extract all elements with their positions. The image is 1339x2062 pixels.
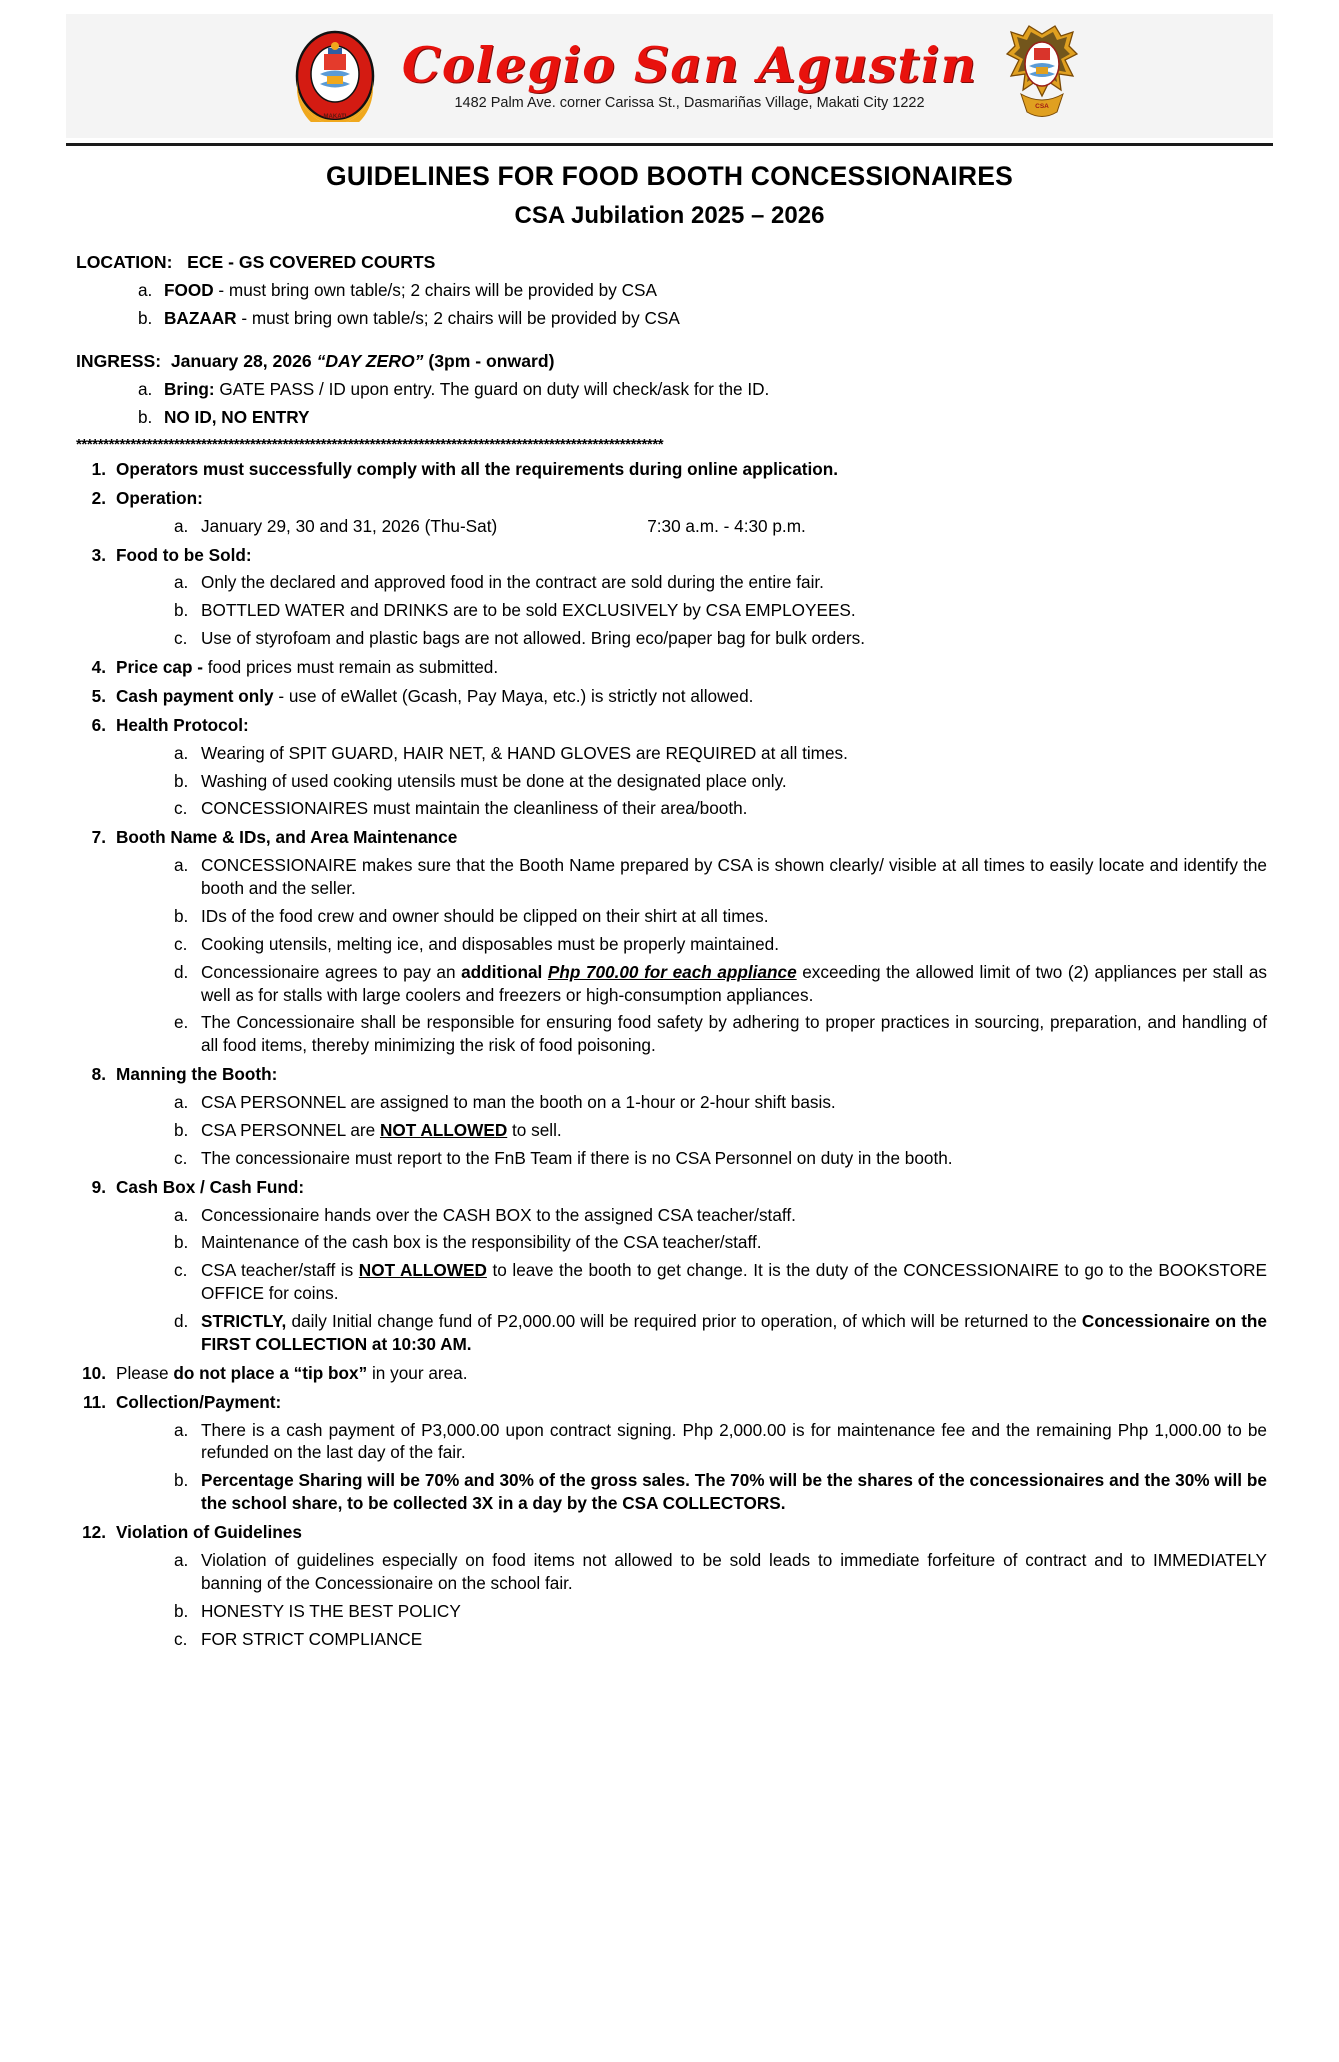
list-marker: c. xyxy=(174,1628,188,1649)
guideline-heading: Violation of Guidelines xyxy=(116,1522,302,1542)
list-marker: b. xyxy=(174,1232,189,1253)
text-run: Wearing of SPIT GUARD, HAIR NET, & HAND GLOVES are REQUIRED at all times. xyxy=(201,742,848,763)
guideline-sublist xyxy=(116,854,1267,1057)
rest-text: - must bring own table/s; 2 chairs will be provided by CSA xyxy=(213,279,657,300)
list-item xyxy=(116,515,1267,538)
text-run: Violation of guidelines especially on food items not allowed to be sold leads to immediate forfeiture of contract and to IMMEDIATELY banning of the Concessionaire on the school fair. xyxy=(201,1549,1267,1593)
list-item xyxy=(134,378,1267,401)
asterisk-divider: ************************************************************************************************************ xyxy=(76,436,664,452)
list-item xyxy=(116,627,1267,650)
list-marker: a. xyxy=(174,1419,189,1440)
list-item xyxy=(116,599,1267,622)
list-marker: a. xyxy=(174,742,189,763)
list-text xyxy=(201,1147,1267,1170)
text-run: Washing of used cooking utensils must be done at the designated place only. xyxy=(201,770,787,791)
ingress-heading xyxy=(76,350,1267,373)
guideline-sublist xyxy=(116,515,1267,538)
text-run: daily Initial change fund of P2,000.00 will be required prior to operation, of which will be returned to the xyxy=(286,1311,1082,1331)
guideline-sublist xyxy=(116,1204,1267,1356)
guideline-content xyxy=(116,1391,1267,1515)
list-item xyxy=(116,905,1267,928)
svg-text:CSA: CSA xyxy=(1035,103,1050,110)
text-run: food prices must remain as submitted. xyxy=(207,657,499,677)
list-text xyxy=(201,1419,1267,1465)
rest-text: GATE PASS / ID upon entry. The guard on duty will check/ask for the ID. xyxy=(214,379,770,400)
list-text xyxy=(201,1600,1267,1623)
header-divider-rule xyxy=(66,143,1273,146)
list-text xyxy=(201,1259,1267,1305)
list-marker: a. xyxy=(174,1204,189,1225)
guideline-content xyxy=(116,1063,1267,1170)
text-run: Concessionaire hands over the CASH BOX to the assigned CSA teacher/staff. xyxy=(201,1204,796,1225)
guideline-item xyxy=(76,714,1267,821)
guideline-item xyxy=(76,1176,1267,1356)
guideline-number: 7. xyxy=(91,827,106,848)
list-marker: c. xyxy=(174,798,188,819)
letterhead-banner xyxy=(66,14,1273,138)
guideline-content xyxy=(116,1362,1267,1385)
ingress-sublist xyxy=(134,378,1267,429)
list-item xyxy=(116,961,1267,1007)
list-text xyxy=(201,571,1267,594)
guidelines-list xyxy=(76,458,1267,1651)
bold-lead: Bring: xyxy=(164,379,215,400)
list-item xyxy=(134,406,1267,429)
text-run: Please xyxy=(116,1362,174,1383)
guideline-sublist xyxy=(116,571,1267,650)
list-text xyxy=(201,1469,1267,1515)
location-value: ECE - GS COVERED COURTS xyxy=(187,251,436,272)
list-text xyxy=(164,378,1267,401)
guideline-heading xyxy=(116,656,1267,679)
guideline-heading: Collection/Payment: xyxy=(116,1391,282,1412)
guideline-content xyxy=(116,1176,1267,1356)
guideline-content xyxy=(116,1521,1267,1650)
list-text xyxy=(201,515,1267,538)
list-marker: a. xyxy=(138,279,153,300)
list-item xyxy=(134,279,1267,302)
list-text xyxy=(201,797,1267,820)
text-run: CSA teacher/staff is xyxy=(201,1260,359,1281)
location-label: LOCATION: xyxy=(76,251,173,272)
text-run: Cooking utensils, melting ice, and disposables must be properly maintained. xyxy=(201,933,780,954)
list-marker: a. xyxy=(138,379,153,400)
text-run: Concessionaire on the FIRST COLLECTION at 10:30 AM. xyxy=(201,1311,1267,1354)
list-text xyxy=(201,1011,1267,1057)
list-marker: a. xyxy=(174,515,189,536)
text-run: HONESTY IS THE BEST POLICY xyxy=(201,1600,461,1621)
school-identity xyxy=(401,36,978,111)
list-text xyxy=(164,406,1267,429)
list-marker: b. xyxy=(138,407,153,427)
list-marker: a. xyxy=(174,855,189,876)
list-text xyxy=(201,1091,1267,1114)
text-run: CONCESSIONAIRE makes sure that the Booth Name prepared by CSA is shown clearly/ visible at all times to easily locate and identify the booth and the seller. xyxy=(201,855,1267,898)
guideline-item xyxy=(76,1063,1267,1170)
list-item xyxy=(116,742,1267,765)
text-run: exceeding the allowed limit of two (2) appliances per stall as well as for stalls with large coolers and freezers or high-consumption appliances. xyxy=(201,961,1267,1005)
list-text xyxy=(201,854,1267,900)
list-text xyxy=(201,905,1267,928)
guideline-number: 8. xyxy=(91,1064,106,1085)
guideline-heading: Cash Box / Cash Fund: xyxy=(116,1176,305,1197)
guideline-content xyxy=(116,458,1267,481)
list-marker: e. xyxy=(174,1012,189,1033)
text-run: CSA PERSONNEL are xyxy=(201,1119,380,1140)
list-marker: c. xyxy=(174,1260,188,1281)
text-run: NOT ALLOWED xyxy=(358,1260,487,1281)
text-run: January 29, 30 and 31, 2026 (Thu-Sat) xyxy=(201,515,498,536)
text-run: to leave the booth to get change. It is the duty of the CONCESSIONAIRE to go to the BOOKSTORE OFFICE for coins. xyxy=(201,1260,1267,1304)
ingress-label: INGRESS: xyxy=(76,350,162,371)
list-text xyxy=(201,1119,1267,1142)
augustinian-crest-icon xyxy=(1003,24,1081,128)
list-item xyxy=(116,933,1267,956)
guideline-sublist xyxy=(116,1419,1267,1516)
guideline-item xyxy=(76,544,1267,651)
text-run: Use of styrofoam and plastic bags are not allowed. Bring eco/paper bag for bulk orders. xyxy=(201,628,865,649)
list-text xyxy=(201,599,1267,622)
guideline-content xyxy=(116,826,1267,1057)
guideline-content xyxy=(116,544,1267,651)
guideline-heading: Operators must successfully comply with all the requirements during online application. xyxy=(116,458,839,479)
guideline-number: 12. xyxy=(82,1522,106,1542)
list-marker: a. xyxy=(174,572,189,593)
list-text xyxy=(201,933,1267,956)
list-item xyxy=(116,1091,1267,1114)
list-text xyxy=(201,961,1267,1007)
bold-lead: NO ID, NO ENTRY xyxy=(164,407,310,427)
list-item xyxy=(116,1011,1267,1057)
guideline-content xyxy=(116,714,1267,821)
text-run: The Concessionaire shall be responsible for ensuring food safety by adhering to proper practices in sourcing, preparation, and handling of all food items, thereby minimizing the risk of food poisoning. xyxy=(201,1012,1267,1056)
list-text xyxy=(201,770,1267,793)
text-run: NOT ALLOWED xyxy=(379,1119,508,1140)
ingress-day-zero: “DAY ZERO” xyxy=(316,350,424,371)
text-run: IDs of the food crew and owner should be clipped on their shirt at all times. xyxy=(201,905,769,926)
guideline-heading xyxy=(116,1362,1267,1385)
text-run: CSA PERSONNEL are assigned to man the booth on a 1-hour or 2-hour shift basis. xyxy=(201,1092,836,1112)
svg-text:MAKATI: MAKATI xyxy=(323,114,347,120)
text-run: There is a cash payment of P3,000.00 upon contract signing. Php 2,000.00 is for maintenance fee and the remaining Php 1,000.00 to be refunded on the last day of the fair. xyxy=(201,1419,1267,1463)
ingress-date: January 28, 2026 xyxy=(170,350,317,371)
list-item xyxy=(116,571,1267,594)
list-marker: d. xyxy=(174,961,189,982)
guideline-item xyxy=(76,1362,1267,1385)
guideline-number: 3. xyxy=(91,544,106,565)
list-item xyxy=(116,854,1267,900)
text-run: The concessionaire must report to the FnB Team if there is no CSA Personnel on duty in the booth. xyxy=(201,1147,953,1168)
list-text xyxy=(201,742,1267,765)
school-seal-icon xyxy=(294,30,376,122)
text-run: - use of eWallet (Gcash, Pay Maya, etc.) is strictly not allowed. xyxy=(273,685,754,706)
text-run: Maintenance of the cash box is the responsibility of the CSA teacher/staff. xyxy=(201,1232,762,1253)
list-text xyxy=(164,307,1267,330)
guideline-content xyxy=(116,685,1267,708)
guideline-heading: Operation: xyxy=(116,487,203,508)
text-run: Percentage Sharing will be 70% and 30% of the gross sales. The 70% will be the shares of the concessionaires and the 30% will be the school share, to be collected 3X in a day by the CSA COLLECTORS. xyxy=(201,1470,1267,1514)
list-marker: b. xyxy=(174,905,189,926)
list-text xyxy=(201,627,1267,650)
list-item xyxy=(116,1600,1267,1623)
list-marker: b. xyxy=(174,1470,189,1491)
list-item xyxy=(116,1119,1267,1142)
list-text xyxy=(201,1204,1267,1227)
guideline-number: 11. xyxy=(83,1391,106,1412)
list-item xyxy=(116,1628,1267,1651)
guideline-item xyxy=(76,487,1267,538)
guideline-item xyxy=(76,826,1267,1057)
list-item xyxy=(116,1549,1267,1595)
text-run: BOTTLED WATER and DRINKS are to be sold EXCLUSIVELY by CSA EMPLOYEES. xyxy=(201,600,856,621)
location-sublist xyxy=(134,279,1267,330)
guideline-sublist xyxy=(116,1091,1267,1170)
list-item xyxy=(116,1310,1267,1356)
guideline-heading: Manning the Booth: xyxy=(116,1064,278,1085)
text-run: in your area. xyxy=(367,1362,468,1383)
ingress-time: (3pm - onward) xyxy=(423,350,555,371)
location-heading xyxy=(76,251,1267,274)
text-run: Price cap - xyxy=(116,657,208,677)
guideline-number: 9. xyxy=(91,1176,106,1197)
list-item xyxy=(116,1419,1267,1465)
list-item xyxy=(116,1231,1267,1254)
guideline-sublist xyxy=(116,1549,1267,1651)
text-run: Concessionaire agrees to pay an xyxy=(201,961,462,982)
guideline-heading: Food to be Sold: xyxy=(116,544,252,565)
list-marker: a. xyxy=(174,1549,189,1570)
list-item xyxy=(116,797,1267,820)
guideline-number: 4. xyxy=(91,657,106,677)
list-marker: c. xyxy=(174,933,188,954)
guideline-number: 1. xyxy=(91,458,106,479)
list-marker: b. xyxy=(174,770,189,791)
list-marker: d. xyxy=(174,1311,189,1331)
school-name: Colegio San Agustin xyxy=(401,36,978,95)
text-run: CONCESSIONAIRES must maintain the cleanliness of their area/booth. xyxy=(201,798,748,819)
list-marker: b. xyxy=(174,600,189,621)
bold-lead: BAZAAR xyxy=(164,307,237,328)
text-run: Php 700.00 for each appliance xyxy=(547,961,797,982)
text-run: additional xyxy=(461,961,548,982)
list-text xyxy=(201,1310,1267,1356)
guideline-item xyxy=(76,1521,1267,1650)
list-item xyxy=(116,770,1267,793)
page-title: GUIDELINES FOR FOOD BOOTH CONCESSIONAIRES xyxy=(326,161,1013,191)
guideline-sublist xyxy=(116,742,1267,821)
guideline-number: 6. xyxy=(91,714,106,735)
list-marker: b. xyxy=(174,1119,189,1140)
list-marker: c. xyxy=(174,1147,188,1168)
rest-text: - must bring own table/s; 2 chairs will be provided by CSA xyxy=(236,307,680,328)
text-run: to sell. xyxy=(507,1119,562,1140)
guideline-number: 5. xyxy=(91,685,106,706)
operation-hours: 7:30 a.m. - 4:30 p.m. xyxy=(647,515,806,536)
guideline-heading: Booth Name & IDs, and Area Maintenance xyxy=(116,827,458,848)
page-subtitle: CSA Jubilation 2025 – 2026 xyxy=(514,201,825,229)
guideline-item xyxy=(76,685,1267,708)
guideline-heading xyxy=(116,685,1267,708)
guideline-number: 2. xyxy=(91,487,106,508)
list-item xyxy=(116,1147,1267,1170)
text-run: Only the declared and approved food in the contract are sold during the entire fair. xyxy=(201,572,824,593)
guideline-content xyxy=(116,656,1267,679)
list-text xyxy=(201,1231,1267,1254)
list-marker: c. xyxy=(174,628,188,649)
guideline-item xyxy=(76,1391,1267,1515)
guideline-content xyxy=(116,487,1267,538)
list-marker: a. xyxy=(174,1092,189,1112)
text-run: Cash payment only xyxy=(116,685,274,706)
school-address: 1482 Palm Ave. corner Carissa St., Dasmariñas Village, Makati City 1222 xyxy=(454,94,925,111)
text-run: FOR STRICT COMPLIANCE xyxy=(201,1628,423,1649)
list-marker: b. xyxy=(174,1600,189,1621)
list-item xyxy=(116,1259,1267,1305)
list-text xyxy=(201,1549,1267,1595)
list-text xyxy=(164,279,1267,302)
list-item xyxy=(134,307,1267,330)
document-body xyxy=(76,251,1267,1651)
list-text xyxy=(201,1628,1267,1651)
guideline-number: 10. xyxy=(82,1362,106,1383)
bold-lead: FOOD xyxy=(164,279,214,300)
text-run: STRICTLY, xyxy=(201,1311,287,1331)
list-marker: b. xyxy=(138,307,153,328)
guideline-item xyxy=(76,458,1267,481)
guideline-item xyxy=(76,656,1267,679)
guideline-heading: Health Protocol: xyxy=(116,714,249,735)
text-run: do not place a “tip box” xyxy=(173,1362,368,1383)
list-item xyxy=(116,1204,1267,1227)
list-item xyxy=(116,1469,1267,1515)
